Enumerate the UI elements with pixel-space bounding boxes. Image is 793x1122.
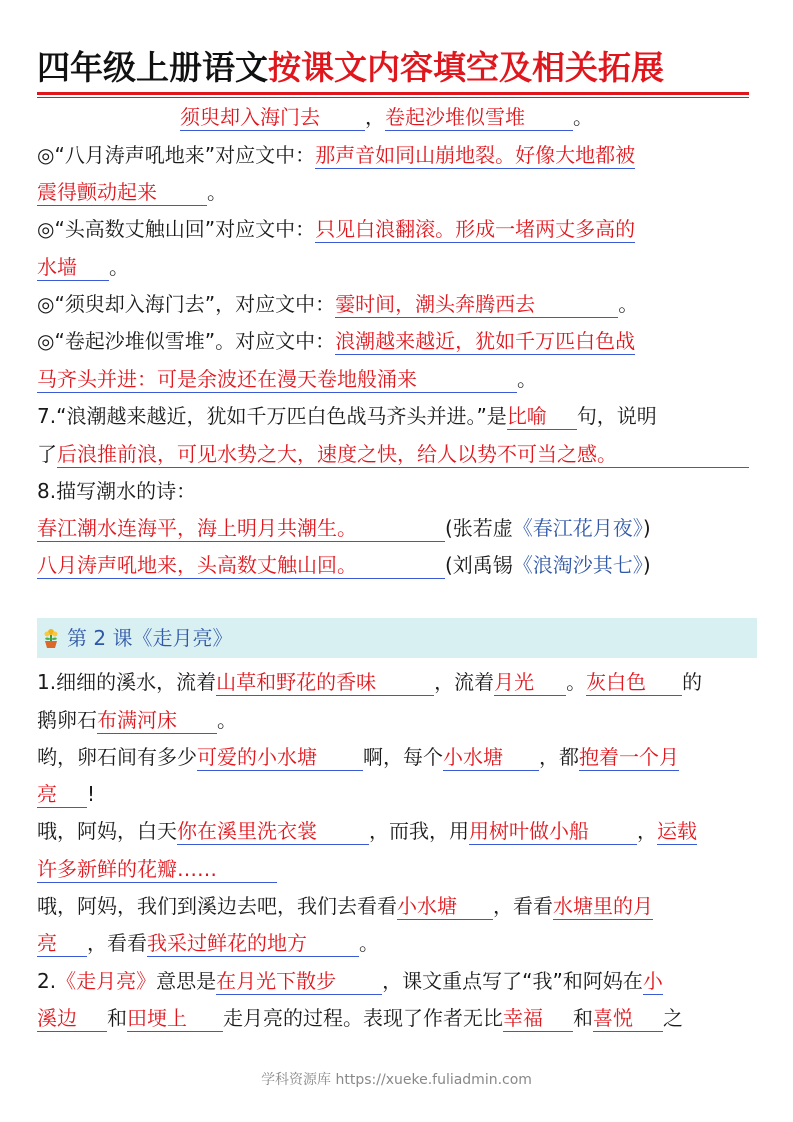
line-13 (37, 547, 757, 583)
text: 8.描写潮水的诗： (37, 479, 197, 503)
blank-answer: 马齐头并进：可是余波还在漫天卷地般涌来 (37, 366, 517, 393)
blank-answer: 小 (642, 969, 663, 993)
line-7 (37, 323, 757, 359)
blank-answer: 你在溪里洗衣裳 (177, 818, 369, 845)
line-22 (37, 963, 757, 999)
line-11 (37, 473, 757, 509)
line-1 (180, 99, 793, 135)
line-4 (37, 211, 757, 247)
text: 。 (217, 708, 237, 732)
page-title (37, 42, 757, 94)
blank-answer: 亮 (37, 930, 87, 957)
text: 句，说明 (576, 404, 657, 428)
line-20 (37, 888, 757, 924)
blank-answer: 我采过鲜花的地方 (147, 930, 359, 957)
line-12 (37, 510, 757, 546)
text: 哟，卵石间有多少 (37, 745, 197, 769)
blank-answer: 卷起沙堆似雪堆 (385, 104, 573, 131)
blank-answer: 月光 (494, 669, 566, 696)
line-15 (37, 702, 757, 738)
title-rule-top (37, 92, 749, 95)
line-9 (37, 398, 757, 434)
line-8 (37, 361, 757, 397)
text: 1.细细的溪水，流着 (37, 670, 217, 694)
text: ，课文重点写了“我”和阿妈在 (382, 969, 643, 993)
blank-answer: 用树叶做小船 (469, 818, 637, 845)
poem-answer: 八月涛声吼地来，头高数丈触山回。 (37, 552, 445, 579)
lesson-title: 《走月亮》 (56, 969, 157, 993)
line-3 (37, 174, 757, 210)
line-16 (37, 739, 757, 775)
poem-answer: 春江潮水连海平，海上明月共潮生。 (37, 515, 445, 542)
line-21 (37, 925, 757, 961)
blank-answer: 溪边 (37, 1005, 107, 1032)
text: 鹅卵石 (37, 708, 97, 732)
text: 意思是 (156, 969, 217, 993)
text: 2. (37, 969, 57, 993)
blank-answer: 山草和野花的香味 (216, 669, 434, 696)
blank-answer: 比喻 (507, 403, 577, 430)
text: ◎“头高数丈触山回”对应文中： (37, 217, 316, 241)
footer-watermark: 学科资源库 https://xueke.fuliadmin.com (261, 1072, 532, 1088)
text: ◎“卷起沙堆似雪堆”。对应文中： (37, 329, 336, 353)
text: 啊，每个 (363, 745, 443, 769)
blank-answer: 布满河床 (97, 707, 217, 734)
poem-source: 《浪淘沙其七》 (512, 553, 643, 577)
text: ，看看 (87, 931, 147, 955)
line-6 (37, 286, 757, 322)
line-18 (37, 813, 757, 849)
line-19 (37, 851, 757, 887)
blank-answer: 亮 (37, 781, 87, 808)
text: ，都 (539, 745, 579, 769)
text: ，而我，用 (369, 819, 469, 843)
text: (刘禹锡 (445, 553, 513, 577)
line-17 (37, 776, 757, 812)
text: 。 (359, 931, 379, 955)
blank-answer: 可爱的小水塘 (197, 744, 363, 771)
text: 了 (37, 442, 57, 466)
text: 。 (517, 367, 537, 391)
blank-answer: 在月光下散步 (216, 968, 382, 995)
section-header (37, 618, 757, 658)
line-10 (37, 436, 757, 472)
blank-answer: 小水塘 (397, 893, 493, 920)
blank-answer: 小水塘 (443, 744, 539, 771)
text: 之 (663, 1006, 683, 1030)
text: ，看看 (493, 894, 553, 918)
blank-answer: 水墙 (37, 254, 109, 281)
text: 。 (573, 105, 593, 129)
blank-answer: 霎时间，潮头奔腾西去 (335, 291, 618, 318)
blank-answer: 运载 (657, 819, 697, 843)
text: ◎“八月涛声吼地来”对应文中： (37, 143, 316, 167)
blank-answer: 水塘里的月 (553, 894, 653, 918)
text: 。 (566, 670, 587, 694)
text: 和 (107, 1006, 127, 1030)
title-red: 按课文内容填空及相关拓展 (268, 48, 664, 87)
text: 走月亮的过程。表现了作者无比 (223, 1006, 503, 1030)
line-14 (37, 664, 757, 700)
potted-flower-icon (41, 627, 61, 649)
title-black: 四年级上册语文 (37, 48, 268, 87)
text: 哦，阿妈，白天 (37, 819, 177, 843)
text: 。 (618, 292, 639, 316)
text: ， (365, 105, 385, 129)
blank-answer: 许多新鲜的花瓣…… (37, 856, 277, 883)
blank-answer: 那声音如同山崩地裂。好像大地都被 (315, 143, 636, 167)
text: (张若虚 (445, 516, 513, 540)
text: ) (642, 516, 651, 540)
blank-answer: 灰白色 (586, 669, 682, 696)
text: ! (87, 782, 96, 806)
text: 。 (109, 255, 129, 279)
text: ◎“须臾却入海门去”，对应文中： (37, 292, 336, 316)
section-title: 第 2 课《走月亮》 (67, 626, 233, 650)
text: 的 (682, 670, 703, 694)
text: 7.“浪潮越来越近，犹如千万匹白色战马齐头并进。”是 (37, 404, 507, 428)
text: 哦，阿妈，我们到溪边去吧，我们去看看 (37, 894, 397, 918)
blank-answer: 只见白浪翻滚。形成一堵两丈多高的 (315, 217, 636, 241)
blank-answer: 浪潮越来越近，犹如千万匹白色战 (335, 329, 636, 353)
line-23 (37, 1000, 757, 1036)
title-rule-bottom (37, 97, 749, 98)
text: 。 (207, 180, 227, 204)
blank-answer: 喜悦 (593, 1005, 663, 1032)
text: 和 (573, 1006, 593, 1030)
blank-answer: 幸福 (503, 1005, 573, 1032)
line-2 (37, 137, 757, 173)
blank-answer: 震得颤动起来 (37, 179, 207, 206)
blank-answer: 抱着一个月 (579, 745, 679, 769)
line-5 (37, 249, 757, 285)
text: ) (642, 553, 651, 577)
blank-answer: 须臾却入海门去 (180, 104, 365, 131)
text: ， (637, 819, 657, 843)
blank-answer: 田埂上 (127, 1005, 223, 1032)
blank-answer: 后浪推前浪，可见水势之大，速度之快，给人以势不可当之感。 (57, 441, 749, 468)
poem-source: 《春江花月夜》 (512, 516, 643, 540)
text: ，流着 (434, 670, 495, 694)
